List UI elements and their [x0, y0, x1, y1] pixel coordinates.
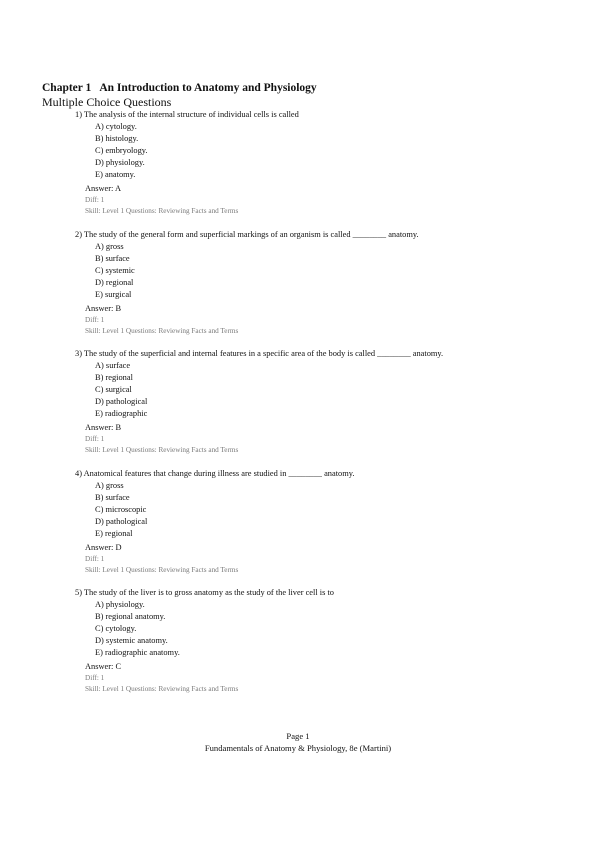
choice-list [95, 360, 575, 420]
question-text: 3) The study of the superficial and internal features in a specific area of the body is called ________ anatomy. [75, 349, 444, 358]
question-4 [75, 468, 575, 576]
choice-c: C) microscopic [95, 504, 147, 514]
choice-a: A) surface [95, 360, 131, 370]
choice-a: A) gross [95, 480, 124, 490]
difficulty: Diff: 1 [85, 316, 105, 325]
difficulty: Diff: 1 [85, 674, 105, 683]
difficulty: Diff: 1 [85, 435, 105, 444]
choice-list [95, 241, 575, 301]
skill: Skill: Level 1 Questions: Reviewing Facts and Terms [85, 445, 239, 454]
question-text: 4) Anatomical features that change during illness are studied in ________ anatomy. [75, 469, 355, 478]
choice-c: C) surgical [95, 384, 132, 394]
answer: Answer: C [85, 662, 122, 672]
page-number: Page 1 [286, 731, 310, 741]
choice-e: E) surgical [95, 289, 132, 299]
choice-d: D) regional [95, 277, 134, 287]
choice-c: C) embryology. [95, 145, 148, 155]
chapter-title [42, 82, 317, 94]
question-5 [75, 587, 575, 695]
choice-b: B) regional anatomy. [95, 611, 166, 621]
choice-c: C) systemic [95, 265, 135, 275]
choice-e: E) regional [95, 528, 133, 538]
question-text: 2) The study of the general form and superficial markings of an organism is called ________ anatomy. [75, 230, 419, 239]
skill: Skill: Level 1 Questions: Reviewing Facts and Terms [85, 684, 239, 693]
choice-e: E) anatomy. [95, 169, 136, 179]
book-title-footer: Fundamentals of Anatomy & Physiology, 8e (Martini) [204, 743, 392, 753]
choice-list [95, 480, 575, 540]
choice-d: D) physiology. [95, 157, 145, 167]
difficulty: Diff: 1 [85, 555, 105, 564]
choice-a: A) physiology. [95, 599, 145, 609]
difficulty: Diff: 1 [85, 196, 105, 205]
skill: Skill: Level 1 Questions: Reviewing Facts and Terms [85, 206, 239, 215]
choice-b: B) regional [95, 372, 133, 382]
choice-d: D) pathological [95, 516, 148, 526]
choice-d: D) pathological [95, 396, 148, 406]
answer: Answer: B [85, 423, 122, 433]
choice-a: A) gross [95, 241, 124, 251]
question-text: 5) The study of the liver is to gross anatomy as the study of the liver cell is to [75, 588, 334, 597]
question-3 [75, 348, 575, 456]
chapter-number: Chapter 1 [42, 82, 92, 94]
choice-e: E) radiographic [95, 408, 148, 418]
choice-c: C) cytology. [95, 623, 137, 633]
question-2 [75, 229, 575, 337]
answer: Answer: D [85, 543, 122, 553]
question-1 [75, 109, 575, 217]
choice-list [95, 599, 575, 659]
choice-b: B) surface [95, 492, 130, 502]
choice-d: D) systemic anatomy. [95, 635, 168, 645]
section-title: Multiple Choice Questions [42, 95, 172, 109]
chapter-name: An Introduction to Anatomy and Physiology [99, 82, 317, 94]
skill: Skill: Level 1 Questions: Reviewing Facts and Terms [85, 565, 239, 574]
choice-b: B) surface [95, 253, 130, 263]
answer: Answer: A [85, 184, 122, 194]
skill: Skill: Level 1 Questions: Reviewing Facts and Terms [85, 326, 239, 335]
answer: Answer: B [85, 304, 122, 314]
question-text: 1) The analysis of the internal structure of individual cells is called [75, 110, 299, 119]
choice-e: E) radiographic anatomy. [95, 647, 180, 657]
choice-list [95, 121, 575, 181]
choice-a: A) cytology. [95, 121, 137, 131]
choice-b: B) histology. [95, 133, 139, 143]
